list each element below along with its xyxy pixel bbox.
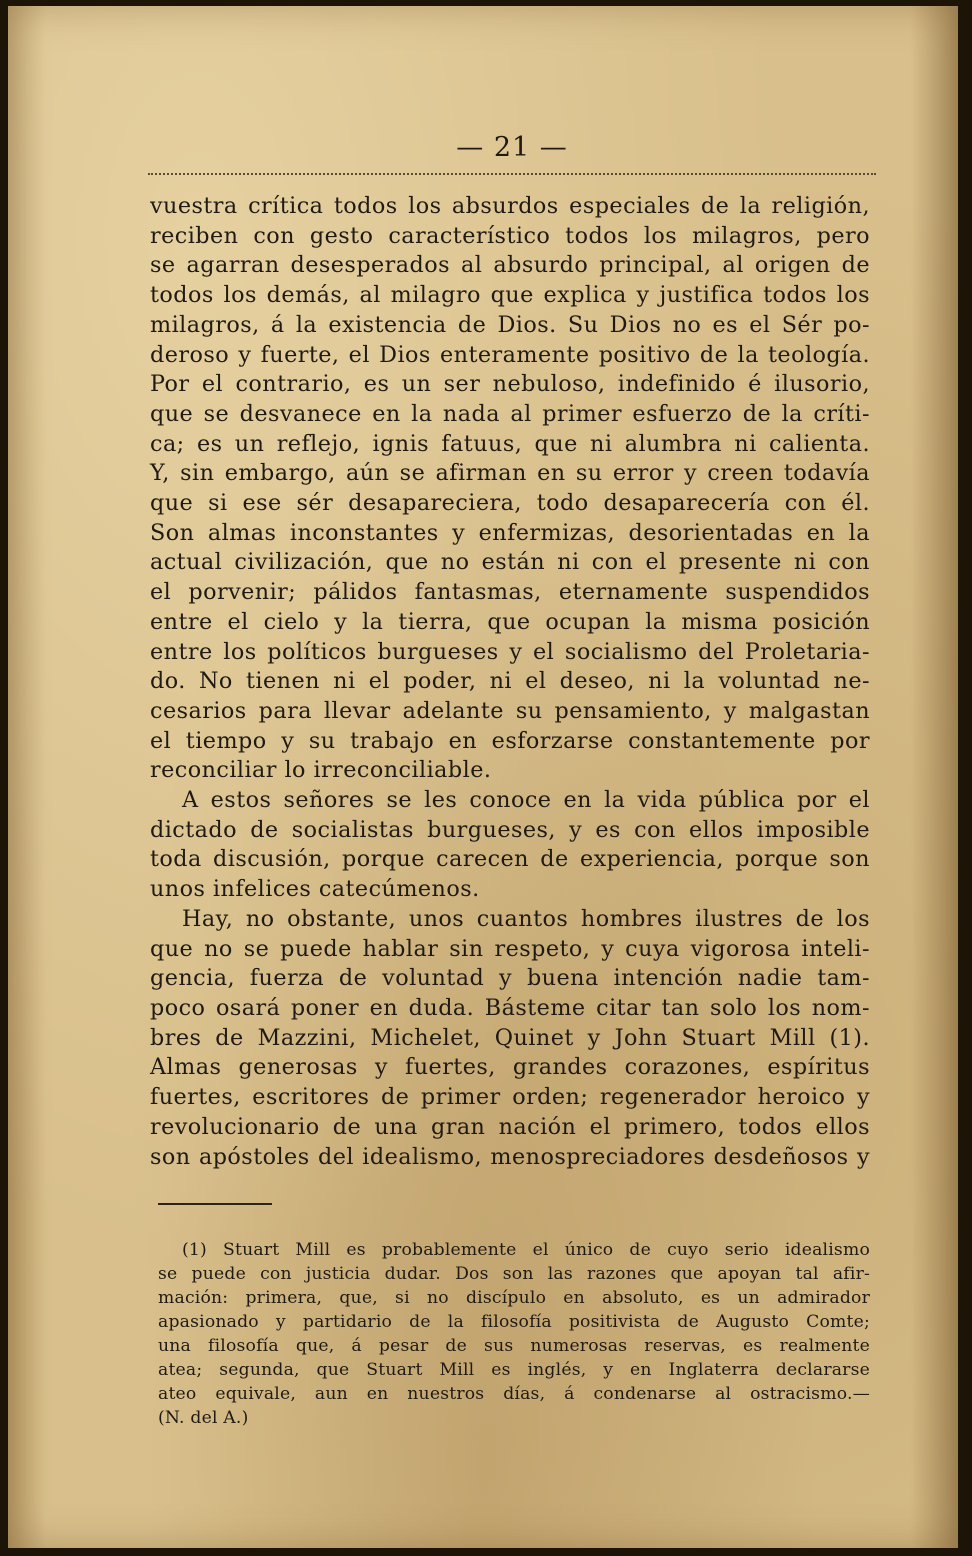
text-line: unos infelices catecúmenos. — [150, 876, 480, 903]
text-line: cesarios para llevar adelante su pensamiento, y malgastan — [150, 697, 870, 724]
text-line: ca; es un reflejo, ignis fatuus, que ni alumbra ni calienta. — [150, 430, 870, 457]
footnote-line: apasionado y partidario de la filosofía positivista de Augusto Comte; — [158, 1312, 870, 1332]
text-line: se agarran desesperados al absurdo principal, al origen de — [150, 252, 870, 279]
book-page — [8, 6, 958, 1548]
footnote-line: atea; segunda, que Stuart Mill es inglés, y en Inglaterra declararse — [158, 1360, 870, 1380]
footnote-line: (1) Stuart Mill es probablemente el único de cuyo serio idealismo — [182, 1240, 870, 1260]
text-line: toda discusión, porque carecen de experiencia, porque son — [150, 846, 870, 873]
text-line: bres de Mazzini, Michelet, Quinet y John Stuart Mill (1). — [150, 1024, 870, 1051]
text-line: poco osará poner en duda. Básteme citar tan solo los nom- — [150, 994, 870, 1021]
text-line: Almas generosas y fuertes, grandes corazones, espíritus — [150, 1054, 870, 1081]
text-line: vuestra crítica todos los absurdos especiales de la religión, — [150, 193, 870, 219]
text-line: A estos señores se les conoce en la vida pública por el — [182, 787, 870, 814]
text-line: el tiempo y su trabajo en esforzarse constantemente por — [150, 727, 870, 754]
text-line: que se desvanece en la nada al primer esfuerzo de la críti- — [150, 400, 870, 427]
text-line: fuertes, escritores de primer orden; regenerador heroico y — [150, 1084, 870, 1111]
text-line: actual civilización, que no están ni con el presente ni con — [150, 549, 870, 576]
text-line: do. No tienen ni el poder, ni el deseo, ni la voluntad ne- — [150, 668, 870, 695]
text-line: revolucionario de una gran nación el primero, todos ellos — [150, 1113, 870, 1140]
footnote-line: mación: primera, que, si no discípulo en absoluto, es un admirador — [158, 1288, 870, 1308]
header-divider — [148, 173, 876, 175]
text-line: reciben con gesto característico todos los milagros, pero — [150, 222, 870, 249]
footnote-line: se puede con justicia dudar. Dos son las razones que apoyan tal afir- — [158, 1264, 870, 1284]
text-line: todos los demás, al milagro que explica y justifica todos los — [150, 282, 870, 309]
text-line: Son almas inconstantes y enfermizas, desorientadas en la — [150, 519, 870, 546]
text-line: Hay, no obstante, unos cuantos hombres ilustres de los — [182, 905, 870, 932]
text-line: que si ese sér desapareciera, todo desaparecería con él. — [150, 490, 870, 517]
footnote-line: (N. del A.) — [158, 1408, 249, 1428]
footnote-line: una filosofía que, á pesar de sus numerosas reservas, es realmente — [158, 1336, 870, 1356]
text-line: Por el contrario, es un ser nebuloso, indefinido é ilusorio, — [150, 371, 870, 398]
text-line: el porvenir; pálidos fantasmas, eternamente suspendidos — [150, 579, 870, 606]
footnote-divider — [158, 1203, 272, 1205]
text-line: milagros, á la existencia de Dios. Su Dios no es el Sér po- — [150, 311, 870, 338]
body-text — [150, 192, 870, 1172]
page-number: — 21 — — [456, 132, 568, 163]
text-line: gencia, fuerza de voluntad y buena intención nadie tam- — [150, 965, 870, 992]
footnote — [158, 1238, 870, 1430]
text-line: entre el cielo y la tierra, que ocupan la misma posición — [150, 608, 870, 635]
footnote-line: ateo equivale, aun en nuestros días, á condenarse al ostracismo.— — [158, 1384, 870, 1404]
text-line: son apóstoles del idealismo, menospreciadores desdeñosos y — [150, 1143, 870, 1170]
text-line: deroso y fuerte, el Dios enteramente positivo de la teología. — [150, 341, 870, 368]
text-line: dictado de socialistas burgueses, y es con ellos imposible — [150, 816, 870, 843]
text-line: reconciliar lo irreconciliable. — [150, 757, 492, 784]
text-line: que no se puede hablar sin respeto, y cuya vigorosa inteli- — [150, 935, 870, 962]
text-line: Y, sin embargo, aún se afirman en su error y creen todavía — [150, 460, 870, 487]
text-line: entre los políticos burgueses y el socialismo del Proletaria- — [150, 638, 870, 665]
